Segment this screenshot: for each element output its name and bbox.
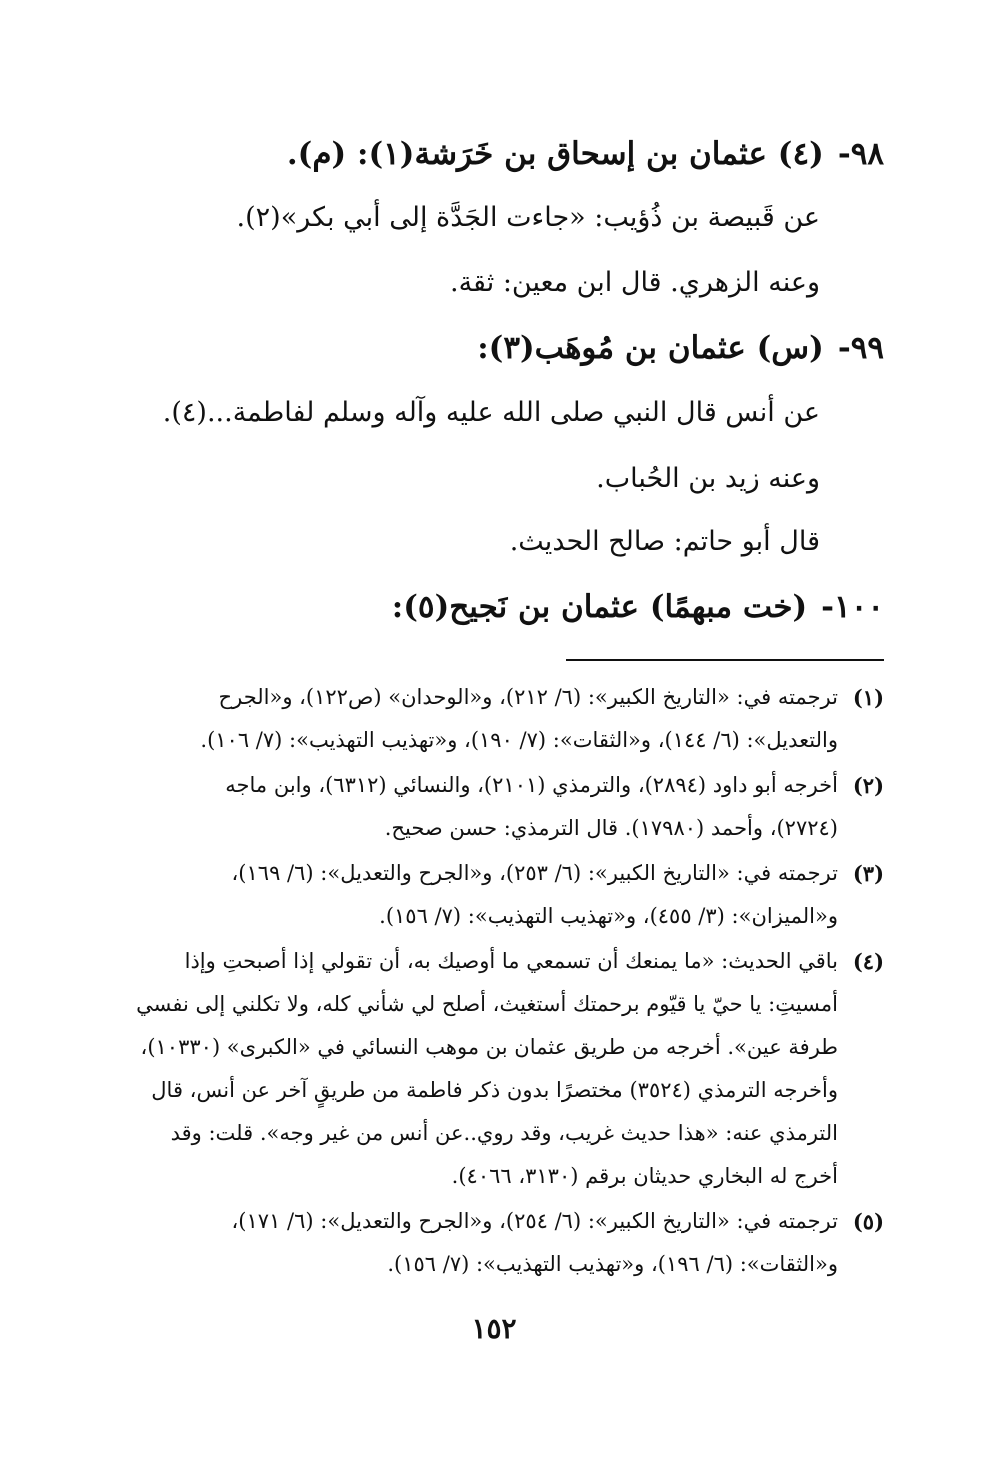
- footnote-separator: [566, 659, 884, 661]
- entry-heading-98: [100, 129, 884, 179]
- footnote-text: [104, 1200, 838, 1286]
- entry-number: ٩٩-: [837, 330, 884, 366]
- footnote-line: طرفة عين». أخرجه من طريق عثمان بن موهب النسائي في «الكبرى» (١٠٣٣٠)،: [140, 1035, 838, 1059]
- footnote-1: [104, 676, 884, 762]
- footnote-text: [104, 676, 838, 762]
- footnote-5: [104, 1200, 884, 1286]
- footnote-4: [104, 940, 884, 1198]
- entry-line: قال أبو حاتم: صالح الحديث.: [509, 526, 820, 557]
- footnote-2: [104, 764, 884, 850]
- entry-number: ٩٨-: [837, 136, 884, 172]
- page-number: ١٥٢: [471, 1312, 517, 1345]
- footnote-number: (٥): [852, 1209, 884, 1234]
- footnote-line: والتعديل»: (٦/ ١٤٤)، و«الثقات»: (٧/ ١٩٠)، و«تهذيب التهذيب»: (٧/ ١٠٦).: [200, 728, 838, 752]
- entry-title: (٤) عثمان بن إسحاق بن خَرَشة(١): (م).: [286, 136, 824, 172]
- footnote-number: (١): [852, 685, 884, 710]
- footnote-line: (٢٧٢٤)، وأحمد (١٧٩٨٠). قال الترمذي: حسن صحيح.: [384, 816, 838, 840]
- footnote-number: (٢): [852, 773, 884, 798]
- footnote-number: (٣): [852, 861, 884, 886]
- entry-heading-100: [100, 582, 884, 632]
- entry-line: عن قَبيصة بن ذُؤيب: «جاءت الجَدَّة إلى أبي بكر»(٢).: [236, 202, 820, 233]
- footnote-line: أخرجه أبو داود (٢٨٩٤)، والترمذي (٢١٠١)، والنسائي (٦٣١٢)، وابن ماجه: [225, 773, 838, 797]
- entry-title: (س) عثمان بن مُوهَب(٣):: [477, 330, 824, 366]
- footnote-text: [104, 852, 838, 938]
- entry-number: ١٠٠-: [821, 589, 884, 625]
- entry-line: وعنه زيد بن الحُباب.: [596, 463, 820, 494]
- entry-heading-99: [100, 323, 884, 373]
- entry-title: (خت مبهمًا) عثمان بن نَجيح(٥):: [391, 589, 808, 625]
- footnote-3: [104, 852, 884, 938]
- footnote-line: وأخرجه الترمذي (٣٥٢٤) مختصرًا بدون ذكر فاطمة من طريقٍ آخر عن أنس، قال: [151, 1078, 838, 1102]
- footnote-line: و«الميزان»: (٣/ ٤٥٥)، و«تهذيب التهذيب»: (٧/ ١٥٦).: [379, 904, 838, 928]
- footnote-line: ترجمته في: «التاريخ الكبير»: (٦/ ٢٥٣)، و«الجرح والتعديل»: (٦/ ١٦٩)،: [231, 861, 838, 885]
- footnote-number: (٤): [852, 949, 884, 974]
- entry-line: عن أنس قال النبي صلى الله عليه وآله وسلم لفاطمة...(٤).: [162, 397, 820, 428]
- entry-line: وعنه الزهري. قال ابن معين: ثقة.: [450, 267, 820, 298]
- footnote-line: ترجمته في: «التاريخ الكبير»: (٦/ ٢١٢)، و«الوحدان» (ص١٢٢)، و«الجرح: [218, 685, 838, 709]
- footnote-line: الترمذي عنه: «هذا حديث غريب، وقد روي..عن أنس من غير وجه». قلت: وقد: [170, 1121, 838, 1145]
- footnote-line: أمسيتِ: يا حيّ يا قيّوم برحمتك أستغيث، أصلح لي شأني كله، ولا تكلني إلى نفسي: [136, 992, 838, 1016]
- footnote-text: [104, 764, 838, 850]
- footnote-line: باقي الحديث: «ما يمنعك أن تسمعي ما أوصيك به، أن تقولي إذا أصبحتِ وإذا: [184, 949, 838, 973]
- footnotes: [104, 676, 884, 1288]
- footnote-line: ترجمته في: «التاريخ الكبير»: (٦/ ٢٥٤)، و«الجرح والتعديل»: (٦/ ١٧١)،: [231, 1209, 838, 1233]
- footnote-line: و«الثقات»: (٦/ ١٩٦)، و«تهذيب التهذيب»: (٧/ ١٥٦).: [387, 1252, 838, 1276]
- footnote-line: أخرج له البخاري حديثان برقم (٣١٣٠، ٤٠٦٦).: [451, 1164, 838, 1188]
- footnote-text: [104, 940, 838, 1198]
